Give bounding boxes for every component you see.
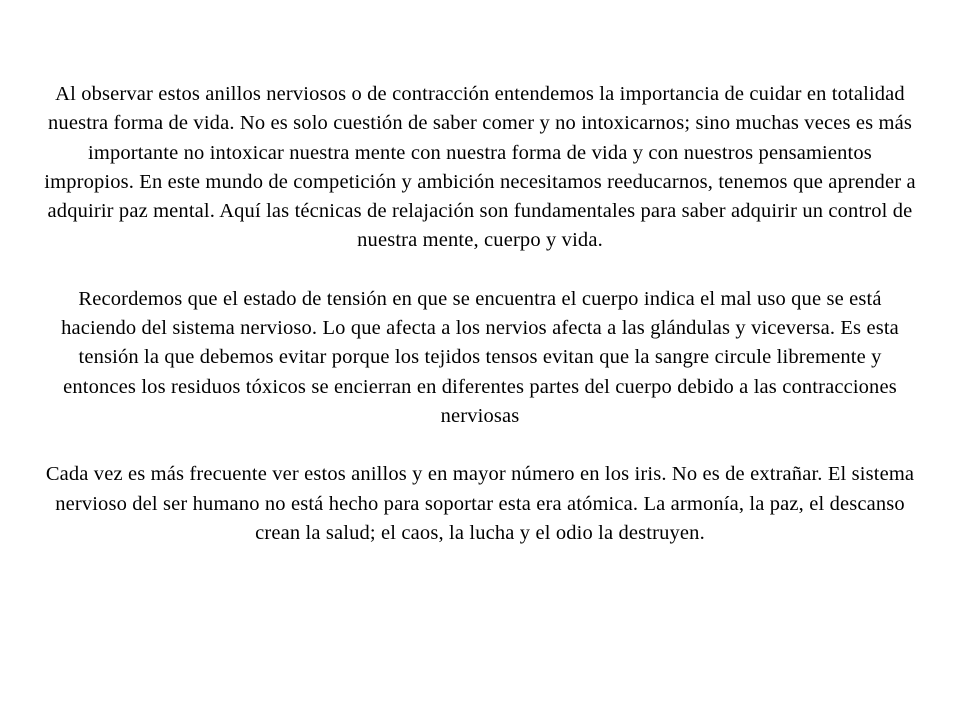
paragraph-atomic-era: Cada vez es más frecuente ver estos anillos y en mayor número en los iris. No es de extrañar. El sistema nervioso del ser humano no está hecho para soportar esta era atómica. La armonía, la paz, el descanso crean la salud; el caos, la lucha y el odio la destruyen.	[45, 463, 915, 544]
slide-body	[44, 80, 916, 548]
paragraph-nervous-tension: Recordemos que el estado de tensión en que se encuentra el cuerpo indica el mal uso que se está haciendo del sistema nervioso. Lo que afecta a los nervios afecta a las glándulas y viceversa. Es esta tensión la que debemos evitar porque los tejidos tensos evitan que la sangre circule libremente y entonces los residuos tóxicos se encierran en diferentes partes del cuerpo debido a las contracciones nerviosas	[61, 287, 899, 427]
paragraph-contraction-rings: Al observar estos anillos nerviosos o de contracción entendemos la importancia de cuidar en totalidad nuestra forma de vida. No es solo cuestión de saber comer y no intoxicarnos; sino muchas veces es más importante no intoxicar nuestra mente con nuestra forma de vida y con nuestros pensamientos impropios. En este mundo de competición y ambición necesitamos reeducarnos, tenemos que aprender a adquirir paz mental. Aquí las técnicas de relajación son fundamentales para saber adquirir un control de nuestra mente, cuerpo y vida.	[44, 83, 916, 252]
